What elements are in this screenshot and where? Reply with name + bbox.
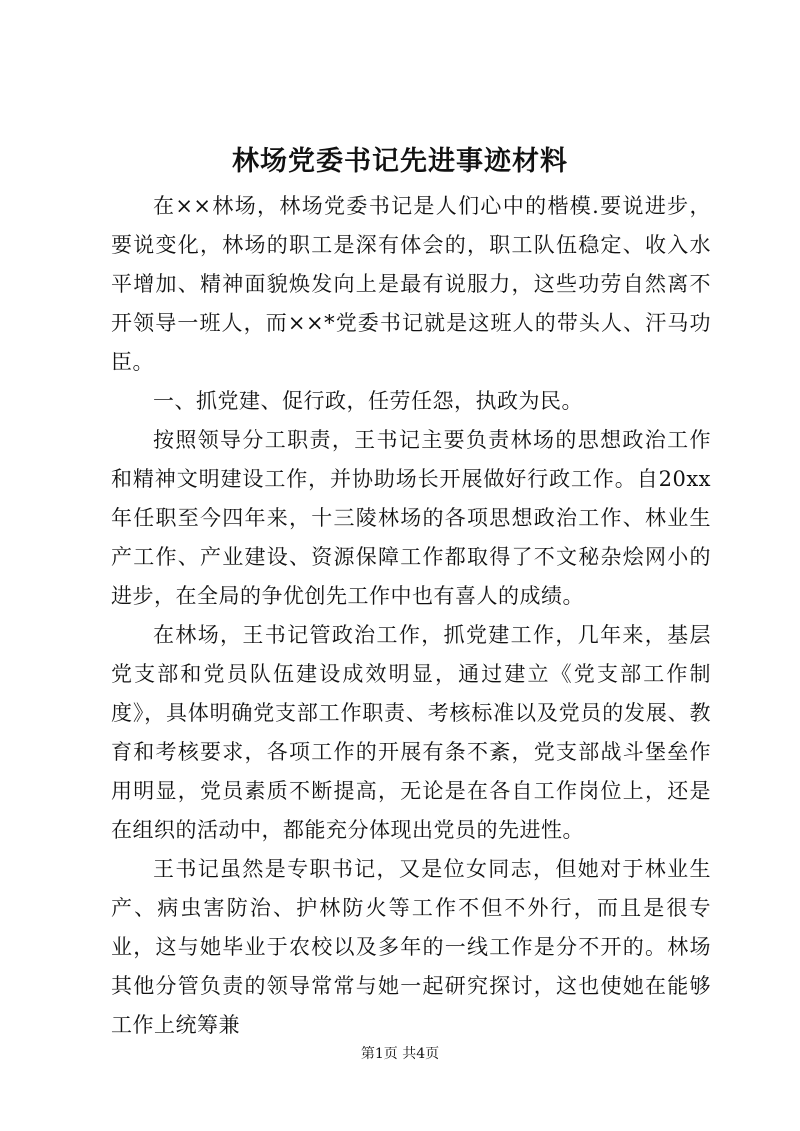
paragraph-duties: 按照领导分工职责，王书记主要负责林场的思想政治工作和精神文明建设工作，并协助场长开展做好行政工作。自20xx年任职至今四年来，十三陵林场的各项思想政治工作、林业生产工作、产业建设、资源保障工作都取得了不文秘杂烩网小的进步，在全局的争优创先工作中也有喜人的成绩。 (111, 428, 711, 608)
paragraph-professional: 王书记虽然是专职书记，又是位女同志，但她对于林业生产、病虫害防治、护林防火等工作不但不外行，而且是很专业，这与她毕业于农校以及多年的一线工作是分不开的。林场其他分管负责的领导常常与她一起研究探讨，这也使她在能够工作上统筹兼 (111, 857, 711, 1037)
paragraph-party-building: 在林场，王书记管政治工作，抓党建工作，几年来，基层党支部和党员队伍建设成效明显，通过建立《党支部工作制度》，具体明确党支部工作职责、考核标准以及党员的发展、教育和考核要求，各项工作的开展有条不紊，党支部战斗堡垒作用明显，党员素质不断提高，无论是在各自工作岗位上，还是在组织的活动中，都能充分体现出党员的先进性。 (111, 623, 711, 842)
document-title: 林场党委书记先进事迹材料 (232, 146, 568, 177)
paragraph-section-heading: 一、抓党建、促行政，任劳任怨，执政为民。 (153, 389, 583, 413)
paragraph-intro: 在××林场，林场党委书记是人们心中的楷模.要说进步，要说变化，林场的职工是深有体会的，职工队伍稳定、收入水平增加、精神面貌焕发向上是最有说服力，这些功劳自然离不开领导一班人，而××*党委书记就是这班人的带头人、汗马功臣。 (111, 194, 711, 374)
document-body (111, 187, 711, 1045)
page-number-footer: 第1页 共4页 (360, 1046, 440, 1062)
